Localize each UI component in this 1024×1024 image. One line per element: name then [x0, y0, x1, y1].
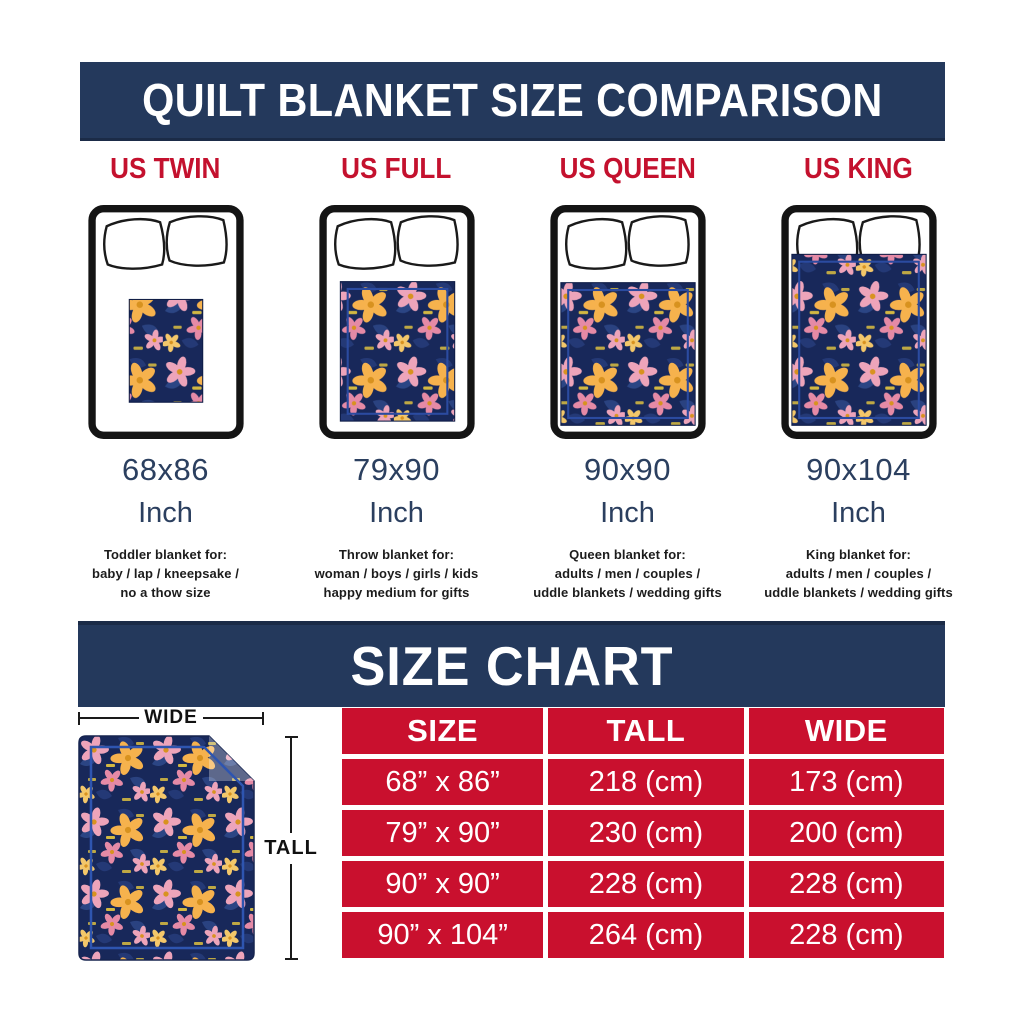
blanket-measure-diagram: [78, 708, 330, 962]
tall-label: TALL: [264, 836, 318, 859]
size-name-twin: US TWIN: [110, 153, 221, 185]
size-name-queen: US QUEEN: [559, 153, 696, 185]
table-cell-tall: 264 (cm): [548, 912, 743, 958]
desc-line: Throw blanket for:: [338, 547, 455, 562]
size-description-queen: [533, 545, 722, 602]
measure-tick: [262, 712, 264, 725]
size-comparison-row: [52, 152, 972, 602]
size-description-twin: [92, 545, 239, 602]
desc-line: woman / boys / girls / kids: [314, 566, 479, 581]
desc-line: uddle blankets / wedding gifts: [533, 585, 722, 600]
blanket-illustration: [78, 734, 256, 962]
dimension-unit-king: Inch: [831, 497, 886, 529]
size-description-king: [764, 545, 953, 602]
size-column-king: [745, 152, 972, 602]
table-cell-size: 79” x 90”: [342, 810, 543, 856]
bed-illustration-queen: [549, 204, 707, 440]
dimension-unit-queen: Inch: [600, 497, 655, 529]
size-chart-banner: [78, 621, 945, 707]
page-title: QUILT BLANKET SIZE COMPARISON: [142, 74, 883, 126]
quilt-swatch: [560, 283, 694, 426]
bed-illustration-full: [318, 204, 476, 440]
dimension-value-twin: 68x86: [122, 452, 209, 487]
table-cell-size: 68” x 86”: [342, 759, 543, 805]
desc-line: adults / men / couples /: [554, 566, 701, 581]
dimension-value-king: 90x104: [806, 452, 911, 487]
table-cell-wide: 200 (cm): [749, 810, 944, 856]
size-chart-section: [78, 708, 944, 962]
tall-measure-line: [262, 736, 320, 960]
desc-line: adults / men / couples /: [785, 566, 932, 581]
size-chart-table: [342, 708, 944, 962]
table-cell-wide: 173 (cm): [749, 759, 944, 805]
size-name-king: US KING: [804, 153, 913, 185]
table-header-wide: WIDE: [749, 708, 944, 754]
table-header-size: SIZE: [342, 708, 543, 754]
quilt-swatch: [340, 282, 454, 422]
measure-line: [290, 738, 292, 833]
measure-line: [290, 864, 292, 959]
quilt-swatch: [129, 299, 202, 402]
measure-line: [203, 717, 262, 719]
wide-measure-line: [78, 708, 264, 728]
table-cell-tall: 230 (cm): [548, 810, 743, 856]
bed-illustration-king: [780, 204, 938, 440]
desc-line: Toddler blanket for:: [103, 547, 228, 562]
diagram-body: [78, 734, 330, 962]
quilt-swatch: [791, 254, 925, 425]
desc-line: King blanket for:: [806, 547, 911, 562]
table-cell-wide: 228 (cm): [749, 912, 944, 958]
dimension-unit-full: Inch: [369, 497, 424, 529]
size-description-full: [315, 545, 479, 602]
table-cell-tall: 228 (cm): [548, 861, 743, 907]
dimension-value-full: 79x90: [353, 452, 440, 487]
desc-line: baby / lap / kneepsake /: [92, 566, 239, 581]
size-column-queen: [514, 152, 741, 602]
wide-label: WIDE: [144, 707, 198, 728]
desc-line: uddle blankets / wedding gifts: [764, 585, 953, 600]
desc-line: no a thow size: [120, 585, 211, 600]
dimension-unit-twin: Inch: [138, 497, 193, 529]
size-chart-title: SIZE CHART: [350, 635, 673, 697]
table-cell-tall: 218 (cm): [548, 759, 743, 805]
size-column-twin: [52, 152, 279, 602]
table-header-tall: TALL: [548, 708, 743, 754]
desc-line: Queen blanket for:: [569, 547, 686, 562]
desc-line: happy medium for gifts: [323, 585, 470, 600]
page-title-banner: [80, 62, 945, 141]
table-cell-wide: 228 (cm): [749, 861, 944, 907]
table-cell-size: 90” x 104”: [342, 912, 543, 958]
bed-illustration-twin: [87, 204, 245, 440]
size-column-full: [283, 152, 510, 602]
size-name-full: US FULL: [341, 153, 452, 185]
measure-tick: [285, 958, 298, 960]
dimension-value-queen: 90x90: [584, 452, 671, 487]
measure-line: [80, 717, 139, 719]
table-cell-size: 90” x 90”: [342, 861, 543, 907]
